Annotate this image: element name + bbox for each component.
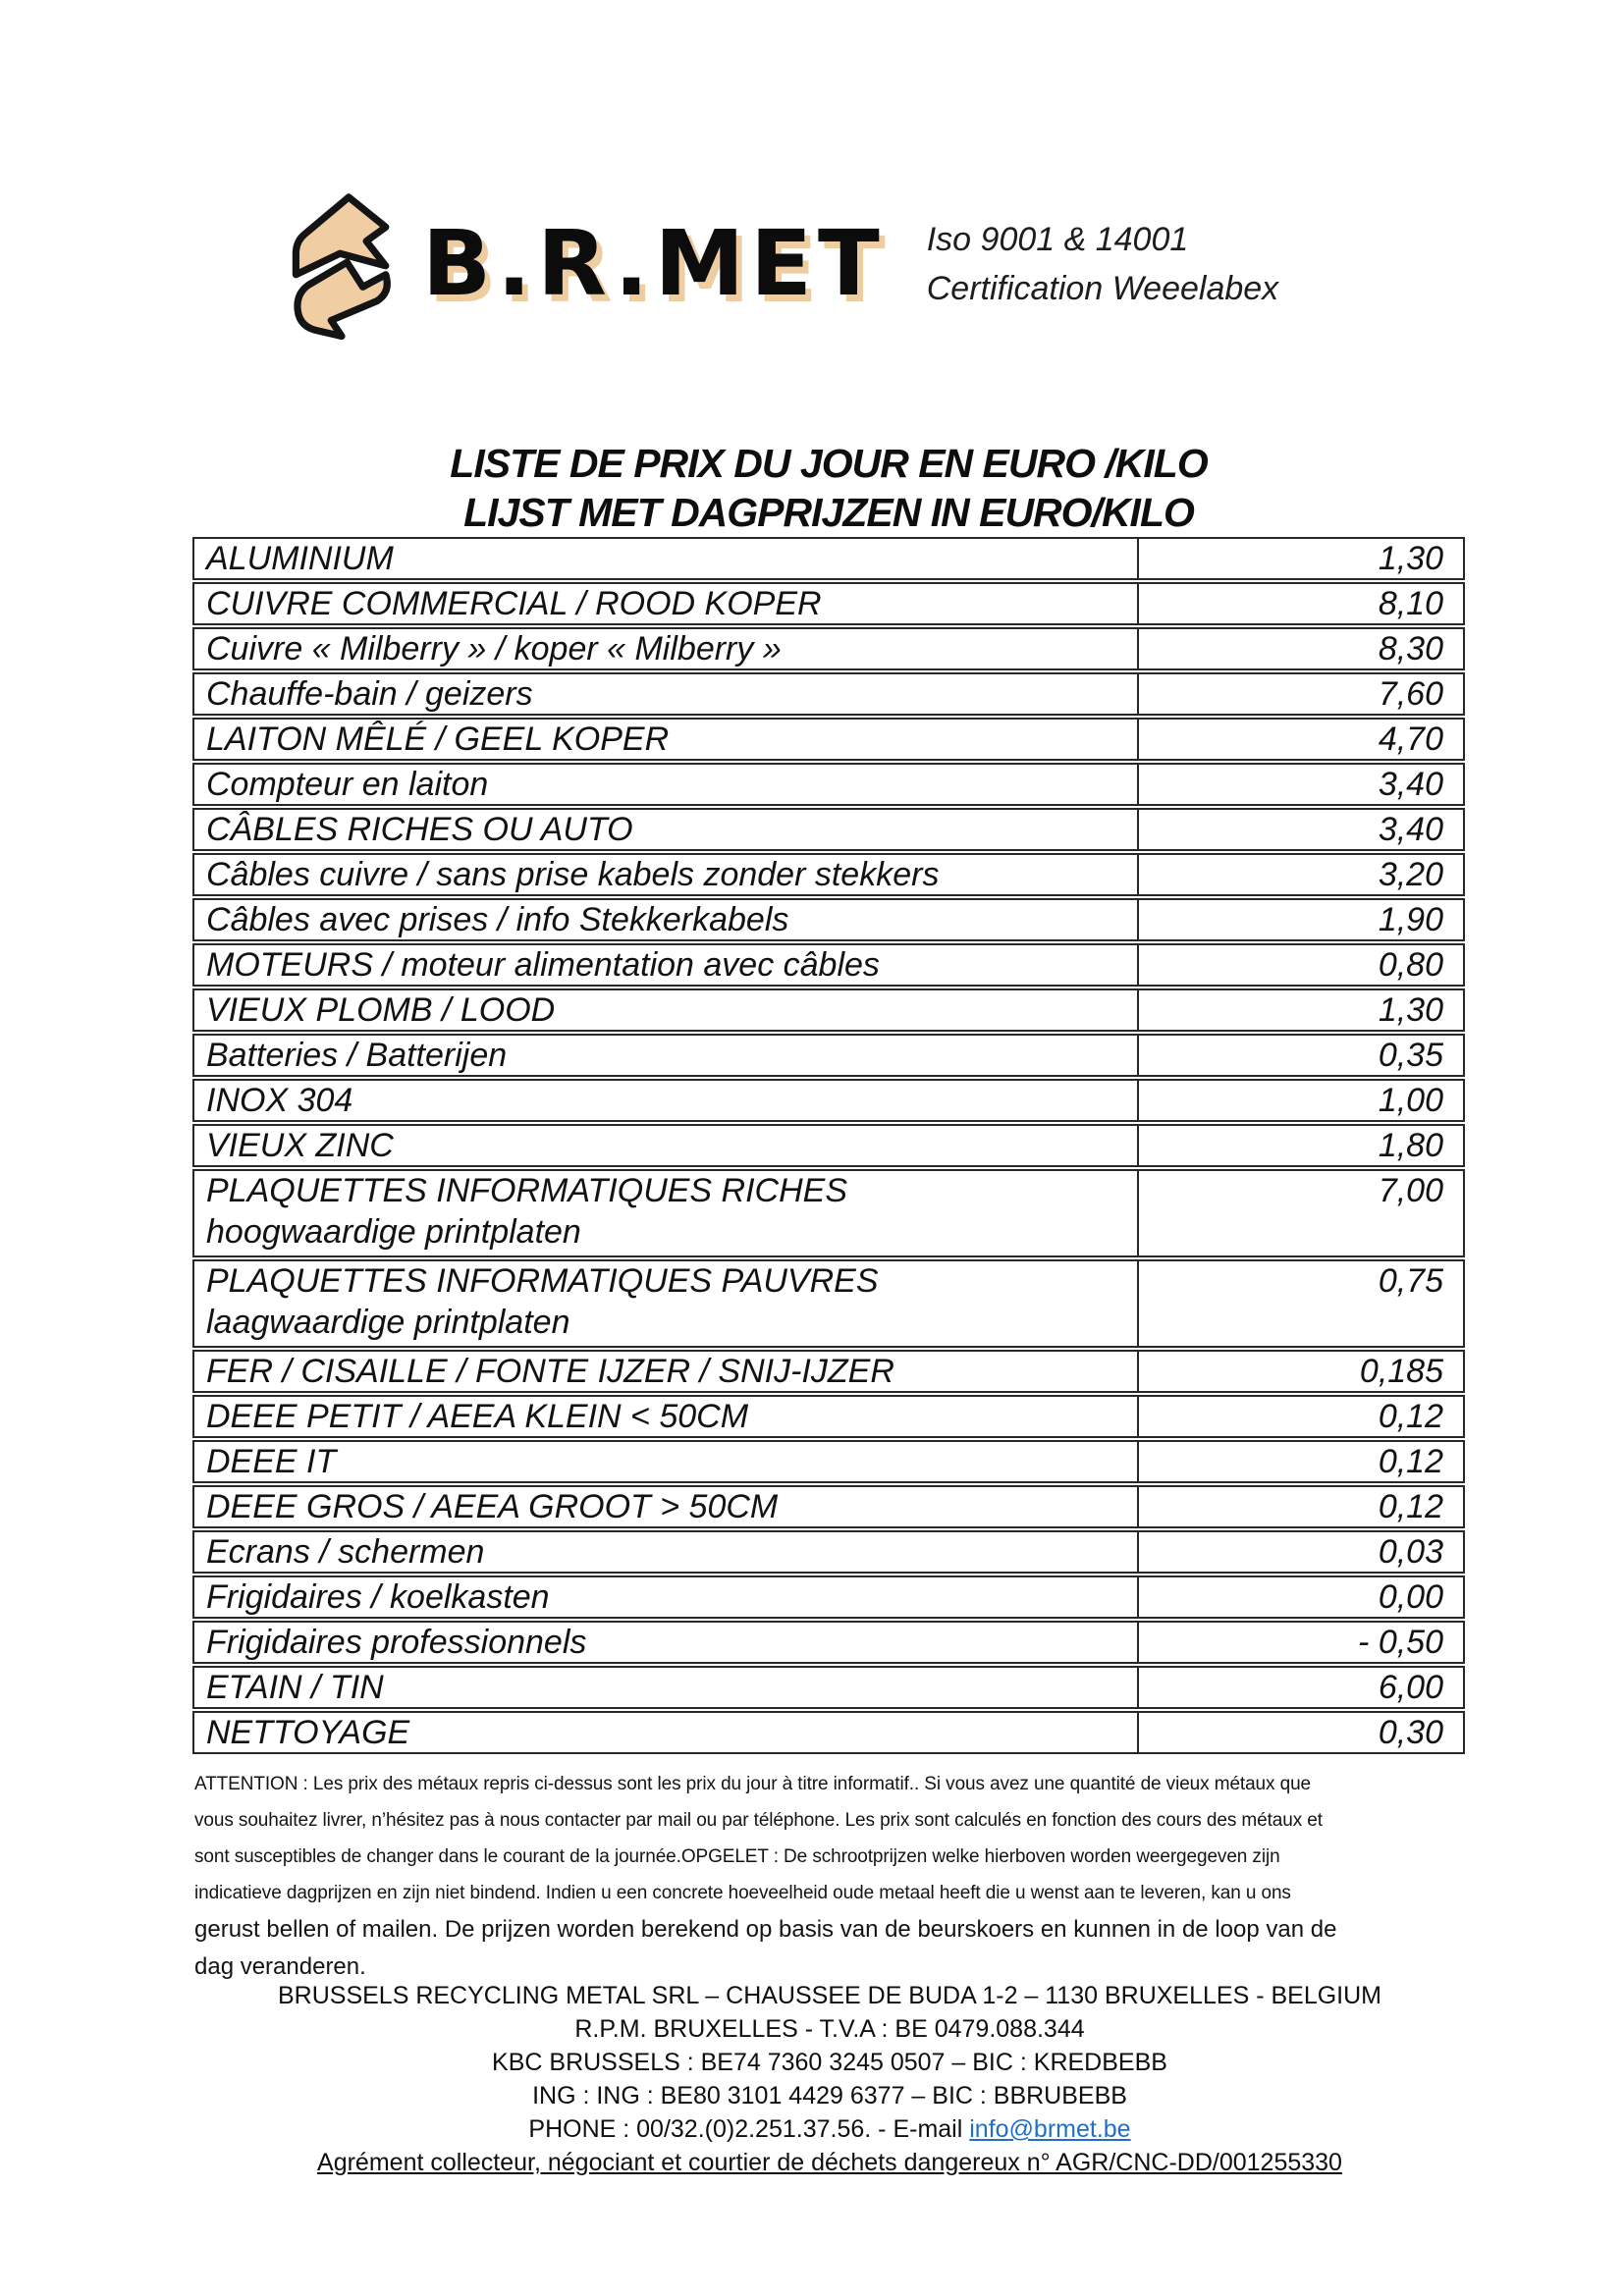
table-row <box>192 988 1465 1032</box>
price-value: 1,00 <box>1137 1081 1463 1120</box>
material-label-line1: Batteries / Batterijen <box>206 1037 508 1074</box>
material-label <box>194 765 1137 804</box>
price-value: 3,40 <box>1137 810 1463 849</box>
material-label-line2: hoogwaardige printplaten <box>206 1213 581 1251</box>
disclaimer-line: sont susceptibles de changer dans le courant de la journée.OPGELET : De schrootprijzen welke hierboven worden weergegeven zijn <box>194 1846 1280 1867</box>
material-label-line1: Câbles cuivre / sans prise kabels zonder stekkers <box>206 856 940 893</box>
material-label-line1: Frigidaires / koelkasten <box>206 1578 550 1616</box>
material-label-line1: CUIVRE COMMERCIAL / ROOD KOPER <box>206 585 822 622</box>
price-value: 1,30 <box>1137 539 1463 578</box>
material-label-line1: VIEUX ZINC <box>206 1127 394 1164</box>
price-value: 0,12 <box>1137 1487 1463 1526</box>
agrement-line: Agrément collecteur, négociant et courtier de déchets dangereux n° AGR/CNC-DD/001255330 <box>317 2149 1342 2176</box>
table-row <box>192 1124 1465 1167</box>
material-label-line1: PLAQUETTES INFORMATIQUES PAUVRES <box>206 1262 879 1300</box>
material-label <box>194 1487 1137 1526</box>
table-row <box>192 537 1465 580</box>
price-value: 3,40 <box>1137 765 1463 804</box>
material-label-line2: laagwaardige printplaten <box>206 1304 570 1341</box>
price-value: 1,30 <box>1137 990 1463 1030</box>
material-label <box>194 629 1137 668</box>
company-footer <box>177 1979 1483 2179</box>
table-row <box>192 1350 1465 1393</box>
table-row <box>192 808 1465 851</box>
table-row <box>192 1034 1465 1077</box>
material-label-line1: ALUMINIUM <box>206 540 394 577</box>
price-value: 7,00 <box>1137 1171 1463 1255</box>
material-label <box>194 1126 1137 1165</box>
title-line-fr: LISTE DE PRIX DU JOUR EN EURO /KILO <box>450 441 1208 486</box>
material-label <box>194 1668 1137 1707</box>
price-value: 8,30 <box>1137 629 1463 668</box>
disclaimer-line: vous souhaitez livrer, n’hésitez pas à nous contacter par mail ou par téléphone. Les prix sont calculés en fonction des cours des métaux et <box>194 1810 1323 1831</box>
material-label-line1: Ecrans / schermen <box>206 1533 485 1571</box>
material-label-line1: Câbles avec prises / info Stekkerkabels <box>206 901 789 938</box>
material-label-line1: INOX 304 <box>206 1082 353 1119</box>
table-row <box>192 1666 1465 1709</box>
brand-wordmark: B.R.MET <box>422 211 886 316</box>
table-row <box>192 627 1465 670</box>
material-label-line1: DEEE IT <box>206 1443 337 1480</box>
disclaimer-line: indicatieve dagprijzen en zijn niet bindend. Indien u een concrete hoeveelheid oude metaal heeft die u wenst aan te leveren, kan u ons <box>194 1883 1291 1903</box>
phone-email-line <box>177 2112 1483 2146</box>
price-value: 0,03 <box>1137 1532 1463 1572</box>
price-value: 1,90 <box>1137 900 1463 939</box>
material-label <box>194 1577 1137 1617</box>
material-label <box>194 810 1137 849</box>
table-row <box>192 1440 1465 1483</box>
iso-line: Iso 9001 & 14001 <box>926 221 1189 258</box>
price-value: 7,60 <box>1137 674 1463 714</box>
material-label <box>194 539 1137 578</box>
price-value: 3,20 <box>1137 855 1463 894</box>
material-label-line1: ETAIN / TIN <box>206 1669 384 1706</box>
table-row <box>192 672 1465 716</box>
disclaimer-line-large: dag veranderen. <box>194 1953 366 1980</box>
table-row <box>192 1530 1465 1574</box>
weeelabex-line: Certification Weeelabex <box>926 270 1279 307</box>
disclaimer-notice <box>194 1766 1481 1986</box>
table-row <box>192 1079 1465 1122</box>
material-label <box>194 1442 1137 1481</box>
material-label-line1: DEEE PETIT / AEEA KLEIN < 50CM <box>206 1398 749 1435</box>
material-label <box>194 1532 1137 1572</box>
disclaimer-line: ATTENTION : Les prix des métaux repris ci-dessus sont les prix du jour à titre informatif.. Si vous avez une quantité de vieux métaux que <box>194 1774 1312 1794</box>
material-label <box>194 1713 1137 1752</box>
material-label-line1: MOTEURS / moteur alimentation avec câbles <box>206 946 880 984</box>
material-label <box>194 1171 1137 1255</box>
table-row <box>192 1575 1465 1619</box>
table-row <box>192 1711 1465 1754</box>
material-label-line1: Frigidaires professionnels <box>206 1624 587 1661</box>
footer-line: KBC BRUSSELS : BE74 7360 3245 0507 – BIC : KREDBEBB <box>492 2049 1167 2076</box>
material-label-line1: VIEUX PLOMB / LOOD <box>206 991 556 1029</box>
material-label-line1: Chauffe-bain / geizers <box>206 675 533 713</box>
material-label <box>194 900 1137 939</box>
certification-text <box>927 215 1278 313</box>
material-label <box>194 945 1137 985</box>
price-value: 0,00 <box>1137 1577 1463 1617</box>
table-row <box>192 943 1465 987</box>
material-label-line1: NETTOYAGE <box>206 1714 410 1751</box>
table-row <box>192 582 1465 625</box>
price-value: 0,185 <box>1137 1352 1463 1391</box>
material-label-line1: PLAQUETTES INFORMATIQUES RICHES <box>206 1172 848 1209</box>
table-row <box>192 718 1465 761</box>
brmet-ribbon-logo-icon <box>291 183 393 346</box>
table-row <box>192 1169 1465 1257</box>
price-value: 1,80 <box>1137 1126 1463 1165</box>
email-link[interactable]: info@brmet.be <box>969 2115 1131 2143</box>
material-label <box>194 1261 1137 1346</box>
table-row <box>192 1395 1465 1438</box>
table-row <box>192 898 1465 941</box>
price-value: 8,10 <box>1137 584 1463 623</box>
material-label <box>194 1397 1137 1436</box>
price-value: 4,70 <box>1137 720 1463 759</box>
table-row <box>192 853 1465 896</box>
material-label-line1: LAITON MÊLÉ / GEEL KOPER <box>206 721 670 758</box>
logo-block <box>291 183 1278 346</box>
price-value: 0,12 <box>1137 1442 1463 1481</box>
material-label <box>194 674 1137 714</box>
footer-line: R.P.M. BRUXELLES - T.V.A : BE 0479.088.344 <box>574 2015 1085 2043</box>
material-label <box>194 584 1137 623</box>
footer-line: ING : ING : BE80 3101 4429 6377 – BIC : BBRUBEBB <box>532 2082 1127 2109</box>
price-value: 0,35 <box>1137 1036 1463 1075</box>
material-label <box>194 1352 1137 1391</box>
material-label <box>194 1081 1137 1120</box>
price-table <box>192 537 1465 1756</box>
disclaimer-line-large: gerust bellen of mailen. De prijzen worden berekend op basis van de beurskoers en kunnen in de loop van de <box>194 1916 1337 1943</box>
price-value: 0,12 <box>1137 1397 1463 1436</box>
material-label <box>194 720 1137 759</box>
material-label-line1: CÂBLES RICHES OU AUTO <box>206 811 633 848</box>
footer-line: BRUSSELS RECYCLING METAL SRL – CHAUSSEE DE BUDA 1-2 – 1130 BRUXELLES - BELGIUM <box>278 1982 1381 2009</box>
price-value: - 0,50 <box>1137 1623 1463 1662</box>
material-label-line1: Compteur en laiton <box>206 766 489 803</box>
material-label-line1: DEEE GROS / AEEA GROOT > 50CM <box>206 1488 779 1525</box>
price-value: 0,30 <box>1137 1713 1463 1752</box>
table-row <box>192 763 1465 806</box>
price-value: 0,80 <box>1137 945 1463 985</box>
table-row <box>192 1621 1465 1664</box>
material-label <box>194 1623 1137 1662</box>
table-row <box>192 1259 1465 1348</box>
material-label <box>194 1036 1137 1075</box>
material-label-line1: FER / CISAILLE / FONTE IJZER / SNIJ-IJZER <box>206 1353 894 1390</box>
table-row <box>192 1485 1465 1528</box>
phone-text: PHONE : 00/32.(0)2.251.37.56. - E-mail <box>528 2115 970 2143</box>
title-line-nl: LIJST MET DAGPRIJZEN IN EURO/KILO <box>463 490 1194 535</box>
price-value: 0,75 <box>1137 1261 1463 1346</box>
material-label <box>194 855 1137 894</box>
material-label <box>194 990 1137 1030</box>
page-title <box>192 439 1465 537</box>
material-label-line1: Cuivre « Milberry » / koper « Milberry » <box>206 630 782 667</box>
price-value: 6,00 <box>1137 1668 1463 1707</box>
